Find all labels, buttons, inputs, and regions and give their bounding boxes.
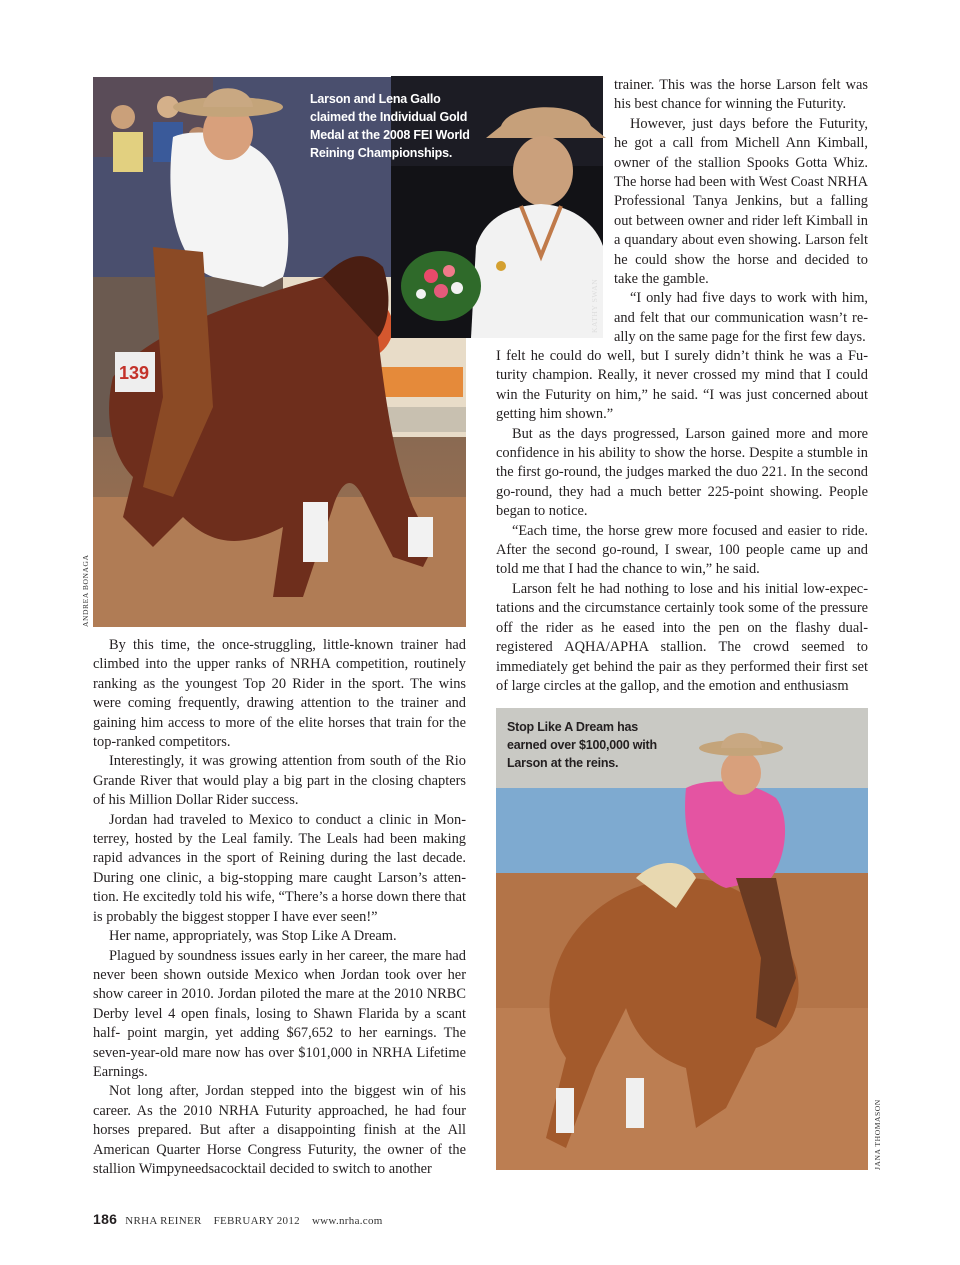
paragraph: Larson felt he had nothing to lose and his initial low-expectations and the circumstance certainly took some of the pressure off the rider as he eased into the pen on the flashy dual-registered AQHA/APHA stallion. The crowd seemed to immediately get behind the pair as they performed their first set of large circles at the gallop, and the emotion and enthusiasm	[496, 580, 868, 694]
paragraph: “Each time, the horse grew more focused and easier to ride. After the second go-round, I swear, 100 people came up and told me that I had the chance to win,” he said.	[496, 522, 868, 578]
magazine-name: NRHA REINER	[125, 1215, 202, 1227]
website-link[interactable]: www.nrha.com	[311, 1215, 383, 1227]
article-column-right-mid	[496, 347, 868, 696]
paragraph: But as the days progressed, Larson gained more and more confidence in his ability to show the horse. Despite a stumble in the first go-round, the judges marked the duo 221. In the second go-round, they had a much better 225-point showing. People began to notice.	[496, 425, 868, 520]
paragraph: Interestingly, it was growing attention from south of the Rio Grande River that would play a big part in the closing chapters of his Million Dollar Rider success.	[93, 753, 466, 809]
paragraph: However, just days before the Futurity, he got a call from Michell Ann Kimball, owner of the stallion Spooks Gotta Whiz. The horse had been with West Coast NRHA Professional Tanya Jenkins, but a falling out between owner and rider left Kimball in a quandary about even showing. Larson felt he could show the horse and decided to take the gamble.	[614, 115, 868, 288]
bottom-photo	[496, 708, 868, 1170]
paragraph: trainer. This was the horse Larson felt was his best chance for winning the Futurity.	[614, 77, 868, 113]
page-number: 186	[93, 1211, 118, 1227]
issue-date: FEBRUARY 2012	[213, 1215, 300, 1227]
inset-photo-caption: Larson and Lena Gallo claimed the Individual Gold Medal at the 2008 FEI World Reining Championships.	[310, 92, 470, 160]
paragraph: Not long after, Jordan stepped into the biggest win of his career. As the 2010 NRHA Futurity approached, he had four horses prepared. But after a disappointing finish at the All American Quarter Horse Congress Futurity, the owner of the stallion Wimpyneedsacocktail decided to switch to another	[93, 1083, 466, 1177]
paragraph: “I only had five days to work with him, and felt that our communication wasn’t really on the same page for the first few days.	[614, 290, 868, 346]
paragraph: Plagued by soundness issues early in her career, the mare had never been shown outside Mexico when Jordan took over her show career in 2010. Jordan piloted the mare at the 2010 NRBC Derby level 4 open finals, losing to Shawn Flarida by a scant half- point margin, yet adding $67,652 to her earnings. The seven-year-old mare now has over $101,000 in NRHA Lifetime Earnings.	[93, 947, 466, 1080]
page-footer	[93, 1211, 395, 1227]
article-column-left	[93, 636, 466, 1179]
inset-photo-credit: KATHY SWAN	[590, 278, 599, 333]
bottom-photo-credit: JANA THOMASON	[873, 1099, 882, 1170]
main-photo-credit: ANDREA BONAGA	[81, 554, 90, 627]
inset-photo	[310, 76, 603, 338]
bib-number: 139	[119, 363, 150, 383]
article-column-right-top	[614, 76, 868, 348]
paragraph: Jordan had traveled to Mexico to conduct a clinic in Monterrey, hosted by the Leal family. The Leals had been making rapid advances in the sport of Reining during the last decade. During one clinic, a big-stopping mare caught Larson’s attention. He excitedly told his wife, “There’s a horse down there that is probably the biggest stopper I have ever seen!”	[93, 811, 466, 925]
paragraph: I felt he could do well, but I surely didn’t think he was a Futurity champion. Really, it never crossed my mind that I could win the Futurity on him,” he said. “I was just concerned about getting him shown.”	[496, 348, 868, 423]
paragraph: Her name, appropriately, was Stop Like A Dream.	[109, 928, 397, 945]
bottom-photo-image	[496, 708, 868, 1170]
paragraph: By this time, the once-struggling, little-known trainer had climbed into the upper ranks of NRHA competition, routinely ranking as the youngest Top 20 Rider in the sport. The wins were coming frequently, drawing attention to the trainer and gaining him access to more of the elite horses that train for the top-ranked competitors.	[93, 637, 466, 751]
bottom-photo-caption: Stop Like A Dream has earned over $100,000 with Larson at the reins.	[507, 720, 657, 770]
